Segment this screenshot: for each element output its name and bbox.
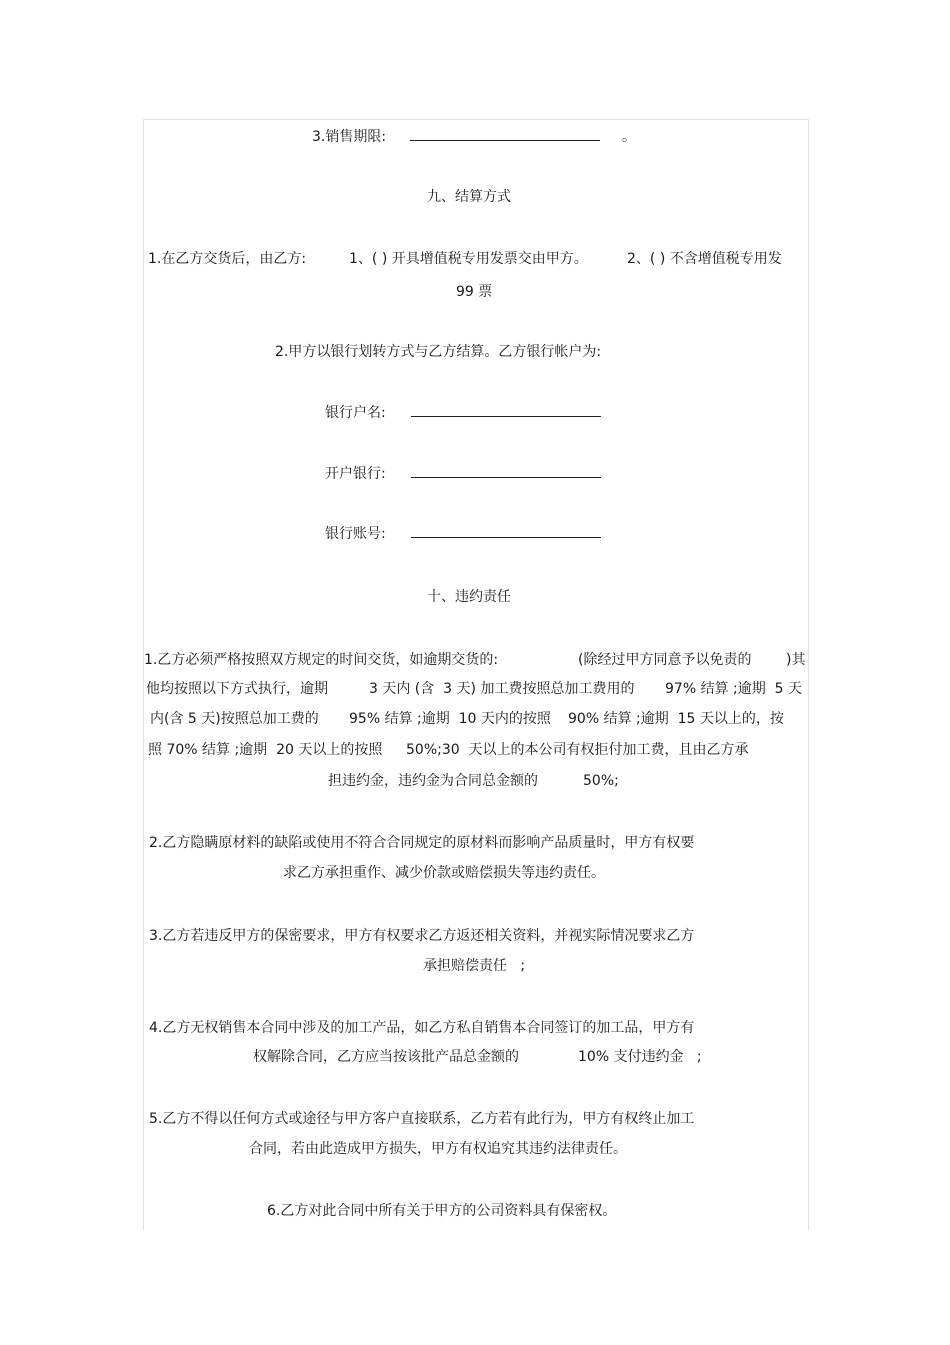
s10-item1-l3a: 内(含 5 天)按照总加工费的 bbox=[150, 711, 319, 727]
s10-item1-l3c: 90% 结算 ;逾期 15 天以上的，按 bbox=[568, 711, 784, 727]
s10-item5-l1: 5.乙方不得以任何方式或途径与甲方客户直接联系，乙方若有此行为，甲方有权终止加工 bbox=[149, 1111, 695, 1127]
s10-item4-l2b: 10% 支付违约金 ; bbox=[578, 1049, 702, 1065]
s10-item1-l4a: 照 70% 结算 ;逾期 20 天以上的按照 bbox=[148, 742, 383, 758]
s10-item1-l2a: 他均按照以下方式执行，逾期 bbox=[146, 681, 328, 697]
s10-item1-l1c: )其 bbox=[786, 652, 806, 668]
account-label: 银行账号: bbox=[325, 526, 386, 542]
account-blank[interactable] bbox=[411, 525, 601, 543]
sales-period-blank[interactable] bbox=[410, 128, 600, 146]
s10-item4-l2a: 权解除合同，乙方应当按该批产品总金额的 bbox=[253, 1049, 519, 1065]
section10-heading: 十、违约责任 bbox=[427, 589, 511, 605]
bank-name-blank[interactable] bbox=[411, 404, 601, 422]
s9-item1-part2: 1、( ) 开具增值税专用发票交由甲方。 bbox=[349, 251, 588, 267]
sales-period-label: 3.销售期限: bbox=[312, 129, 387, 145]
bank-blank[interactable] bbox=[411, 465, 601, 483]
s9-item2: 2.甲方以银行划转方式与乙方结算。乙方银行帐户为: bbox=[275, 344, 602, 360]
s10-item3-l2: 承担赔偿责任 ; bbox=[423, 958, 526, 974]
s10-item1-l2b: 3 天内 (含 3 天) 加工费按照总加工费用的 bbox=[369, 681, 635, 697]
section9-heading: 九、结算方式 bbox=[427, 189, 511, 205]
bank-name-label: 银行户名: bbox=[325, 405, 386, 421]
bank-label: 开户银行: bbox=[325, 466, 386, 482]
s10-item4-l1: 4.乙方无权销售本合同中涉及的加工产品，如乙方私自销售本合同签订的加工品，甲方有 bbox=[149, 1020, 695, 1036]
s10-item5-l2: 合同，若由此造成甲方损失，甲方有权追究其违约法律责任。 bbox=[249, 1141, 627, 1157]
s9-item1-part3: 2、( ) 不含增值税专用发 bbox=[627, 251, 782, 267]
s10-item2-l2: 求乙方承担重作、减少价款或赔偿损失等违约责任。 bbox=[283, 865, 605, 881]
sales-period-end: 。 bbox=[622, 129, 636, 145]
s10-item3-l1: 3.乙方若违反甲方的保密要求，甲方有权要求乙方返还相关资料，并视实际情况要求乙方 bbox=[149, 928, 695, 944]
s10-item6: 6.乙方对此合同中所有关于甲方的公司资料具有保密权。 bbox=[267, 1203, 617, 1219]
s10-item1-l5b: 50%; bbox=[583, 773, 619, 789]
s10-item1-l1b: (除经过甲方同意予以免责的 bbox=[578, 652, 752, 668]
s10-item1-l5a: 担违约金，违约金为合同总金额的 bbox=[328, 773, 538, 789]
s10-item1-l3b: 95% 结算 ;逾期 10 天内的按照 bbox=[349, 711, 551, 727]
s10-item1-l2c: 97% 结算 ;逾期 5 天 bbox=[665, 681, 802, 697]
s9-item1-part1: 1.在乙方交货后，由乙方: bbox=[148, 251, 307, 267]
s9-item1-line2: 99 票 bbox=[456, 284, 493, 300]
s10-item1-l4b: 50%;30 天以上的本公司有权拒付加工费，且由乙方承 bbox=[406, 742, 749, 758]
s10-item1-l1a: 1.乙方必须严格按照双方规定的时间交货，如逾期交货的: bbox=[144, 652, 499, 668]
s10-item2-l1: 2.乙方隐瞒原材料的缺陷或使用不符合合同规定的原材料而影响产品质量时，甲方有权要 bbox=[149, 835, 695, 851]
